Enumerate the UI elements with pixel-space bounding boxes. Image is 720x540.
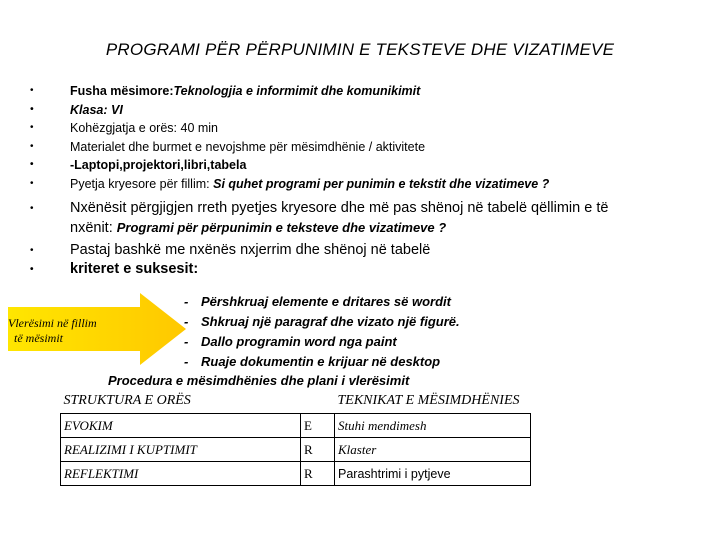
criterion-item: - Ruaje dokumentin e krijuar në desktop bbox=[184, 352, 524, 372]
technique-cell: Klaster bbox=[335, 438, 531, 462]
code-cell: R bbox=[301, 462, 335, 486]
assessment-label-line2: të mësimit bbox=[14, 331, 63, 345]
table-row bbox=[61, 462, 531, 486]
question-prefix: Pyetja kryesore për fillim: bbox=[70, 176, 214, 191]
criterion-item: - Dallo programin word nga paint bbox=[184, 332, 524, 352]
page-title: PROGRAMI PËR PËRPUNIMIN E TEKSTEVE DHE VIZATIMEVE bbox=[105, 40, 615, 59]
bullet-then-line1: • Pastaj bashkë me nxënës nxjerrim dhe shënoj në tabelë bbox=[30, 241, 690, 260]
bullet-students-answer bbox=[30, 199, 690, 238]
bullet-list bbox=[30, 82, 690, 279]
code-cell: R bbox=[301, 438, 335, 462]
bullet-then-line2: • kriteret e suksesit: bbox=[30, 260, 690, 279]
phase-cell: REFLEKTIMI bbox=[61, 462, 301, 486]
phase-cell: REALIZIMI I KUPTIMIT bbox=[61, 438, 301, 462]
students-answer-prefix: nxënit: bbox=[70, 219, 117, 236]
header-techniques: TEKNIKAT E MËSIMDHËNIES bbox=[337, 393, 520, 408]
bullet-materials: • Materialet dhe burmet e nevojshme për mësimdhënie / aktivitete bbox=[30, 138, 690, 157]
bullet-duration: • Kohëzgjatja e orës: 40 min bbox=[30, 119, 690, 138]
header-spacer bbox=[301, 389, 335, 414]
bullet-class: • Klasa: VI bbox=[30, 101, 690, 120]
phase-cell: EVOKIM bbox=[61, 414, 301, 438]
main-question: Si quhet programi per punimin e tekstit dhe vizatimeve ? bbox=[213, 176, 550, 191]
criterion-item: - Përshkruaj elemente e dritares së wordit bbox=[184, 292, 524, 312]
table-row bbox=[61, 438, 531, 462]
bullet-main-question bbox=[30, 175, 690, 194]
technique-cell: Parashtrimi i pytjeve bbox=[335, 462, 531, 486]
bullet-subject bbox=[30, 82, 690, 101]
subject-label: Fusha mësimore: bbox=[70, 84, 174, 98]
code-cell: E bbox=[301, 414, 335, 438]
technique-cell: Stuhi mendimesh bbox=[335, 414, 531, 438]
bullet-materials-list: • -Laptopi,projektori,libri,tabela bbox=[30, 156, 690, 175]
assessment-label-line1: Vlerësimi në fillim bbox=[8, 316, 97, 330]
header-structure: STRUKTURA E ORËS bbox=[63, 393, 191, 408]
table-header-row bbox=[61, 389, 531, 414]
success-criteria bbox=[184, 292, 524, 372]
table-row bbox=[61, 414, 531, 438]
subject-value: Teknologjia e informimit dhe komunikimit bbox=[173, 84, 421, 98]
students-answer-line1: Nxënësit përgjigjen rreth pyetjes kryesore dhe më pas shënoj në tabelë qëllimin e të bbox=[70, 199, 609, 216]
assessment-label bbox=[8, 316, 143, 346]
lesson-plan-table bbox=[60, 389, 531, 486]
assessment-arrow bbox=[8, 293, 188, 365]
students-answer-goal: Programi për përpunimin e teksteve dhe vizatimeve ? bbox=[116, 219, 447, 235]
procedure-title: Procedura e mësimdhënies dhe plani i vlerësimit bbox=[108, 373, 410, 388]
criterion-item: - Shkruaj një paragraf dhe vizato një figurë. bbox=[184, 312, 524, 332]
